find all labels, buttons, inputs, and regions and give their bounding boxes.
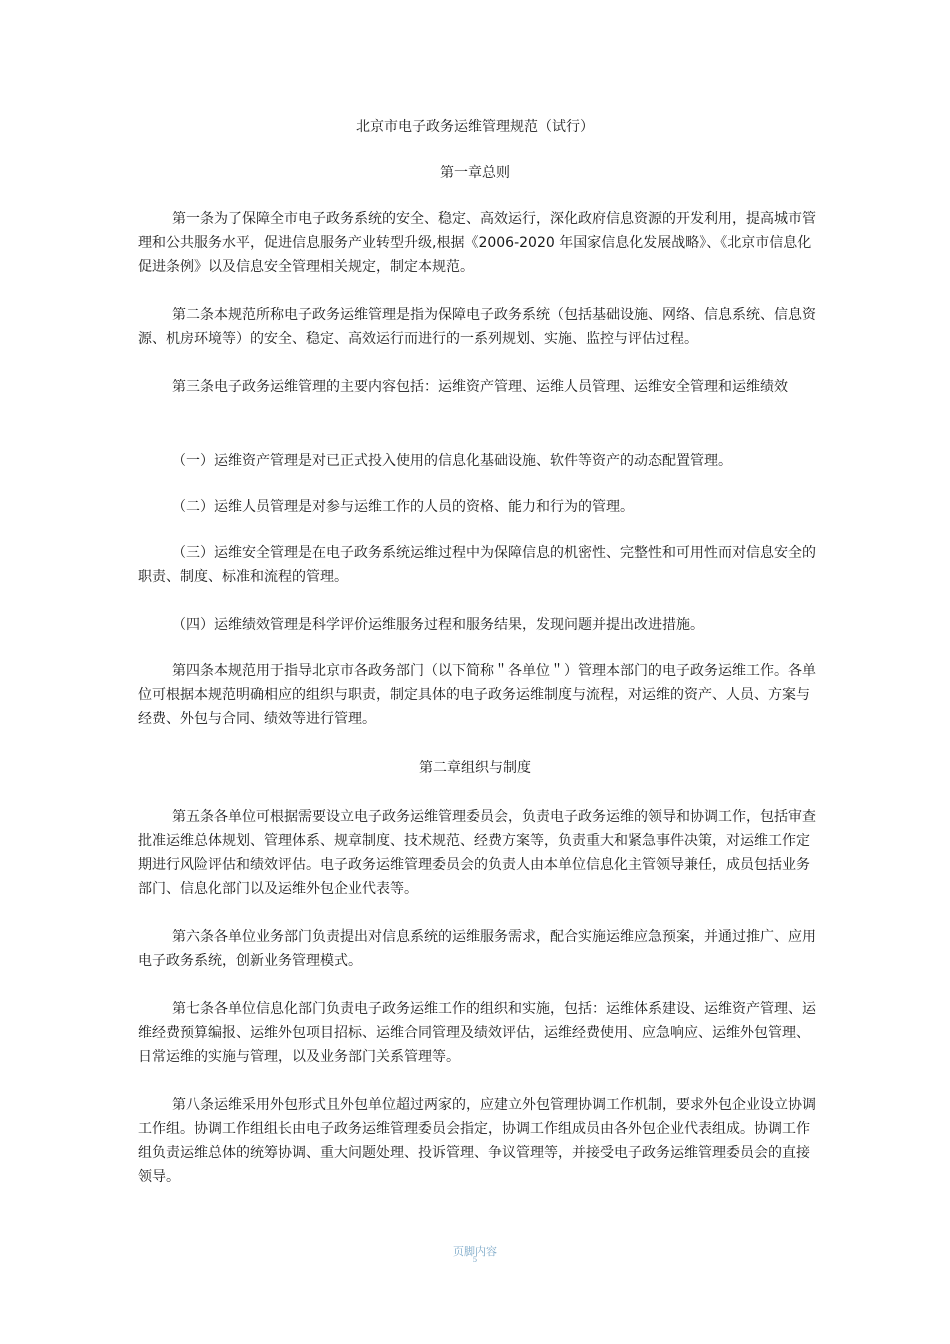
list-item: （三）运维安全管理是在电子政务系统运维过程中为保障信息的机密性、完整性和可用性而对信息安全的 [172,545,816,561]
paragraph-line: 第一条为了保障全市电子政务系统的安全、稳定、高效运行，深化政府信息资源的开发利用，提高城市管 [172,211,816,227]
paragraph-line: 批准运维总体规划、管理体系、规章制度、技术规范、经费方案等，负责重大和紧急事件决策，对运维工作定 [138,833,810,849]
paragraph-line: 日常运维的实施与管理，以及业务部门关系管理等。 [138,1049,460,1065]
list-item: （一）运维资产管理是对已正式投入使用的信息化基础设施、软件等资产的动态配置管理。 [172,453,732,469]
paragraph-line: 工作组。协调工作组组长由电子政务运维管理委员会指定，协调工作组成员由各外包企业代表组成。协调工作 [138,1121,810,1137]
paragraph-line: 维经费预算编报、运维外包项目招标、运维合同管理及绩效评估，运维经费使用、应急响应、运维外包管理、 [138,1025,810,1041]
paragraph-line: 经费、外包与合同、绩效等进行管理。 [138,711,376,727]
paragraph-line: 电子政务系统，创新业务管理模式。 [138,953,362,969]
paragraph-line: 期进行风险评估和绩效评估。电子政务运维管理委员会的负责人由本单位信息化主管领导兼任，成员包括业务 [138,857,810,873]
chapter-heading: 第一章总则 [440,165,510,181]
chapter-heading: 第二章组织与制度 [419,760,531,776]
document-title: 北京市电子政务运维管理规范（试行） [356,119,594,135]
list-item: （四）运维绩效管理是科学评价运维服务过程和服务结果，发现问题并提出改进措施。 [172,617,704,633]
paragraph-line: 位可根据本规范明确相应的组织与职责，制定具体的电子政务运维制度与流程，对运维的资产、人员、方案与 [138,687,810,703]
paragraph-line: 第四条本规范用于指导北京市各政务部门（以下简称＂各单位＂）管理本部门的电子政务运维工作。各单 [172,663,816,679]
paragraph-line: 理和公共服务水平，促进信息服务产业转型升级,根据《2006-2020 年国家信息化发展战略》、《北京市信息化 [138,235,812,251]
page-number: 5 [472,1256,478,1264]
paragraph-line: 源、机房环境等）的安全、稳定、高效运行而进行的一系列规划、实施、监控与评估过程。 [138,331,698,347]
paragraph-line: 第七条各单位信息化部门负责电子政务运维工作的组织和实施，包括：运维体系建设、运维资产管理、运 [172,1001,816,1017]
paragraph-line: 第八条运维采用外包形式且外包单位超过两家的，应建立外包管理协调工作机制，要求外包企业设立协调 [172,1097,816,1113]
list-item: （二）运维人员管理是对参与运维工作的人员的资格、能力和行为的管理。 [172,499,634,515]
paragraph-line: 第六条各单位业务部门负责提出对信息系统的运维服务需求，配合实施运维应急预案，并通过推广、应用 [172,929,816,945]
paragraph-line: 第三条电子政务运维管理的主要内容包括：运维资产管理、运维人员管理、运维安全管理和运维绩效 [172,379,788,395]
footer-label: 页脚内容 [453,1245,497,1258]
list-item: 职责、制度、标准和流程的管理。 [138,569,348,585]
paragraph-line: 领导。 [138,1169,180,1185]
paragraph-line: 部门、信息化部门以及运维外包企业代表等。 [138,881,418,897]
paragraph-line: 促进条例》以及信息安全管理相关规定，制定本规范。 [138,259,474,275]
paragraph-line: 组负责运维总体的统筹协调、重大问题处理、投诉管理、争议管理等，并接受电子政务运维管理委员会的直接 [138,1145,810,1161]
paragraph-line: 第二条本规范所称电子政务运维管理是指为保障电子政务系统（包括基础设施、网络、信息系统、信息资 [172,307,816,323]
paragraph-line: 第五条各单位可根据需要设立电子政务运维管理委员会，负责电子政务运维的领导和协调工作，包括审查 [172,809,816,825]
